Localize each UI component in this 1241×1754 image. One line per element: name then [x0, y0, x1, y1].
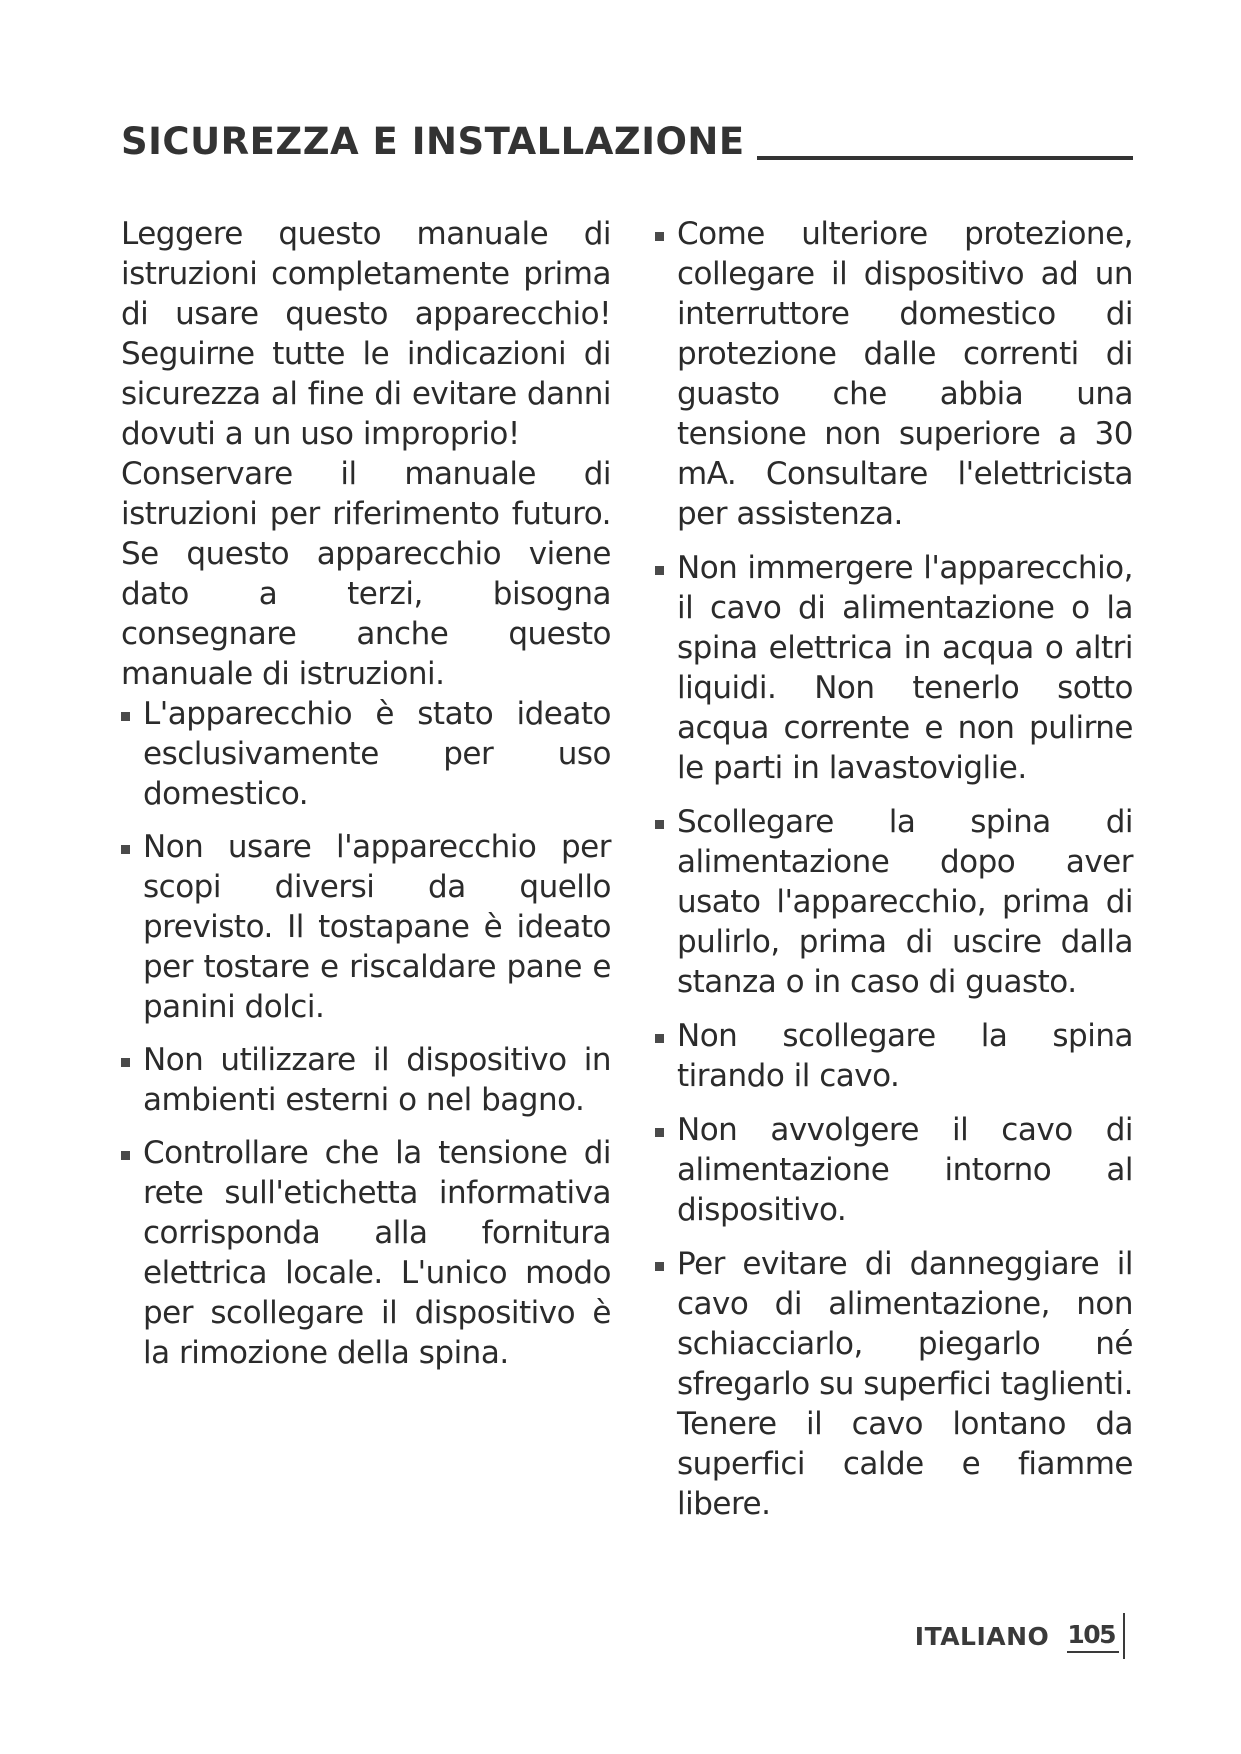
- list-item: [121, 827, 611, 1027]
- page-title: SICUREZZA E INSTALLAZIONE: [121, 120, 745, 163]
- list-item: [655, 1016, 1133, 1096]
- square-bullet-icon: [655, 566, 664, 575]
- square-bullet-icon: [121, 845, 130, 854]
- left-bullet-list: [121, 694, 611, 1373]
- page-number: 105: [1067, 1620, 1119, 1653]
- square-bullet-icon: [655, 1128, 664, 1137]
- list-item-text: Come ulteriore protezione, collegare il dispositivo ad un interruttore domestico di protezione dalle correnti di guasto che abbia una tensione non superiore a 30 mA. Consultare l'elettricista per assistenza.: [677, 216, 1133, 532]
- list-item: [655, 1110, 1133, 1230]
- square-bullet-icon: [655, 820, 664, 829]
- title-underline: [757, 156, 1133, 160]
- list-item: [121, 1040, 611, 1120]
- intro-paragraph-2: Conservare il manuale di istruzioni per riferimento futuro. Se questo apparecchio viene dato a terzi, bisogna consegnare anche questo manuale di istruzioni.: [121, 456, 611, 692]
- list-item-text: Non immergere l'apparecchio, il cavo di alimentazione o la spina elettrica in acqua o altri liquidi. Non tenerlo sotto acqua corrente e non pulirne le parti in lavastoviglie.: [677, 550, 1133, 786]
- square-bullet-icon: [121, 712, 130, 721]
- square-bullet-icon: [121, 1151, 130, 1160]
- language-label: ITALIANO: [914, 1621, 1050, 1651]
- right-bullet-list: [655, 214, 1133, 1524]
- list-item: [655, 1244, 1133, 1524]
- page-header: [121, 112, 1133, 168]
- list-item-text: Per evitare di danneggiare il cavo di alimentazione, non schiacciarlo, piegarlo né sfregarlo su superfici taglienti. Tenere il cavo lontano da superfici calde e fiamme libere.: [677, 1246, 1133, 1522]
- square-bullet-icon: [121, 1058, 130, 1067]
- list-item: [121, 1133, 611, 1373]
- footer-divider: [1123, 1613, 1125, 1659]
- list-item-text: Controllare che la tensione di rete sull'etichetta informativa corrisponda alla fornitura elettrica locale. L'unico modo per scollegare il dispositivo è la rimozione della spina.: [143, 1135, 611, 1371]
- square-bullet-icon: [655, 1034, 664, 1043]
- right-column: [655, 214, 1133, 1538]
- square-bullet-icon: [655, 232, 664, 241]
- list-item-text: Non avvolgere il cavo di alimentazione intorno al dispositivo.: [677, 1112, 1133, 1228]
- list-item-text: Non scollegare la spina tirando il cavo.: [677, 1018, 1133, 1094]
- intro-paragraph-1: Leggere questo manuale di istruzioni completamente prima di usare questo apparecchio! Seguirne tutte le indicazioni di sicurezza al fine di evitare danni dovuti a un uso improprio!: [121, 216, 611, 452]
- list-item-text: L'apparecchio è stato ideato esclusivamente per uso domestico.: [143, 696, 611, 812]
- left-column: [121, 214, 611, 1386]
- square-bullet-icon: [655, 1262, 664, 1271]
- page-footer: [915, 1614, 1125, 1658]
- list-item-text: Non utilizzare il dispositivo in ambienti esterni o nel bagno.: [143, 1042, 611, 1118]
- list-item: [655, 214, 1133, 534]
- list-item: [655, 802, 1133, 1002]
- list-item: [655, 548, 1133, 788]
- list-item-text: Scollegare la spina di alimentazione dopo aver usato l'apparecchio, prima di pulirlo, prima di uscire dalla stanza o in caso di guasto.: [677, 804, 1133, 1000]
- list-item: [121, 694, 611, 814]
- list-item-text: Non usare l'apparecchio per scopi diversi da quello previsto. Il tostapane è ideato per tostare e riscaldare pane e panini dolci.: [143, 829, 611, 1025]
